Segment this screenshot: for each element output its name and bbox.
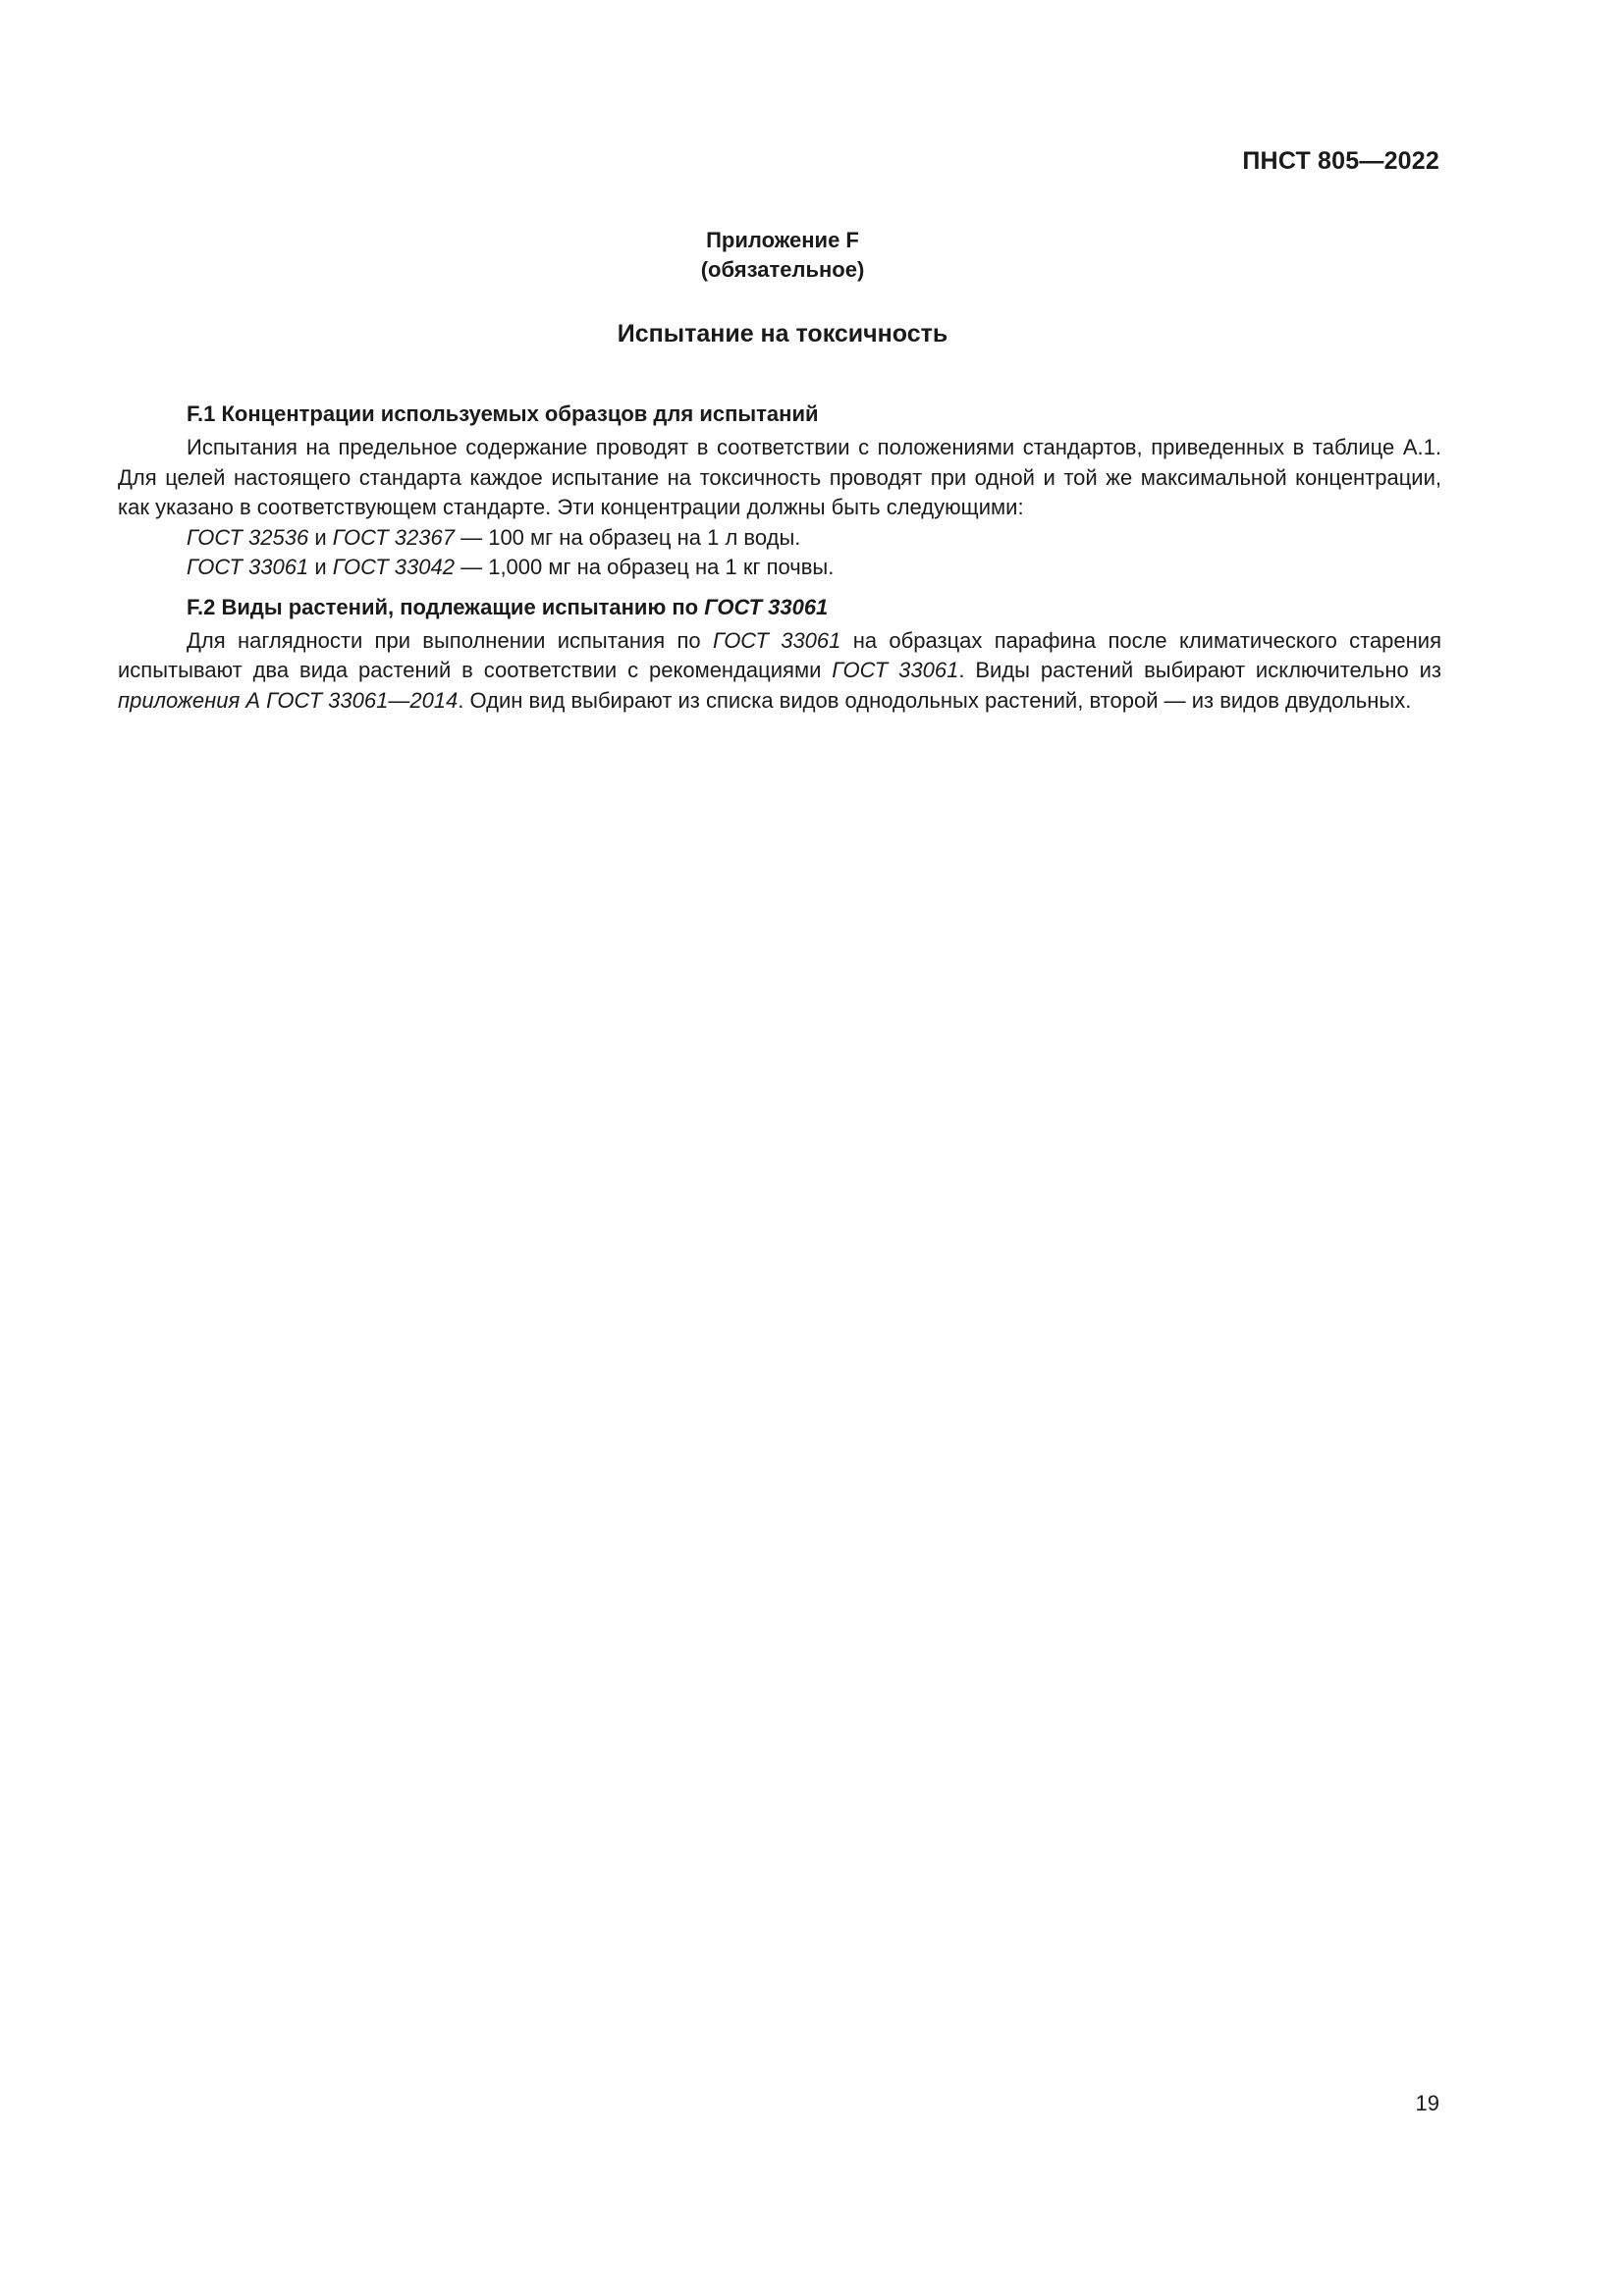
- standard-ref: ГОСТ 32536: [187, 524, 309, 550]
- appendix-title: Приложение F: [706, 228, 859, 252]
- paragraph-text: . Один вид выбирают из списка видов однодольных растений, второй — из видов двудольных.: [458, 687, 1412, 713]
- standard-ref: ГОСТ 33042: [332, 555, 455, 579]
- paragraph-text: на образцах парафина после климатического старения испытывают два вида растений в соответствии с рекомендациями: [118, 627, 1442, 682]
- paragraph-text: . Виды растений выбирают исключительно из: [958, 658, 1442, 682]
- appendix-status: (обязательное): [700, 257, 865, 282]
- standard-ref: ГОСТ 33061: [187, 555, 309, 579]
- conjunction: и: [308, 524, 333, 550]
- standard-ref: ГОСТ 33061: [704, 594, 829, 619]
- paragraph-text: Для наглядности при выполнении испытания по: [187, 627, 713, 653]
- page-number: 19: [1415, 2091, 1439, 2115]
- heading-text: F.2 Виды растений, подлежащие испытанию по: [187, 594, 705, 619]
- conjunction: и: [308, 555, 333, 579]
- standard-ref: ГОСТ 33061: [832, 658, 959, 682]
- concentration-text: — 1,000 мг на образец на 1 кг почвы.: [454, 555, 835, 579]
- section-f1-heading: F.1 Концентрации используемых образцов для испытаний: [187, 401, 819, 426]
- concentration-line-soil: [118, 553, 1441, 583]
- appendix-heading: Испытание на токсичность: [617, 320, 948, 347]
- concentration-text: — 100 мг на образец на 1 л воды.: [454, 524, 801, 550]
- document-code: ПНСТ 805—2022: [1242, 147, 1439, 175]
- section-f2-paragraph: [118, 626, 1441, 717]
- standard-ref: ГОСТ 32367: [332, 524, 455, 550]
- appendix-title-block: [0, 226, 1565, 285]
- standard-ref: ГОСТ 33061: [712, 627, 841, 653]
- section-f1-paragraph: Испытания на предельное содержание проводят в соответствии с положениями стандартов, приведенных в таблице А.1. Для целей настоящего стандарта каждое испытание на токсичность проводят при одной и той же максимальной концентрации, как указано в соответствующем стандарте. Эти концентрации должны быть следующими:: [118, 435, 1441, 519]
- document-body: [118, 400, 1441, 716]
- appendix-ref: приложения А ГОСТ 33061—2014: [118, 687, 459, 713]
- section-f2-heading: [118, 593, 1441, 622]
- concentration-line-water: [118, 523, 1441, 554]
